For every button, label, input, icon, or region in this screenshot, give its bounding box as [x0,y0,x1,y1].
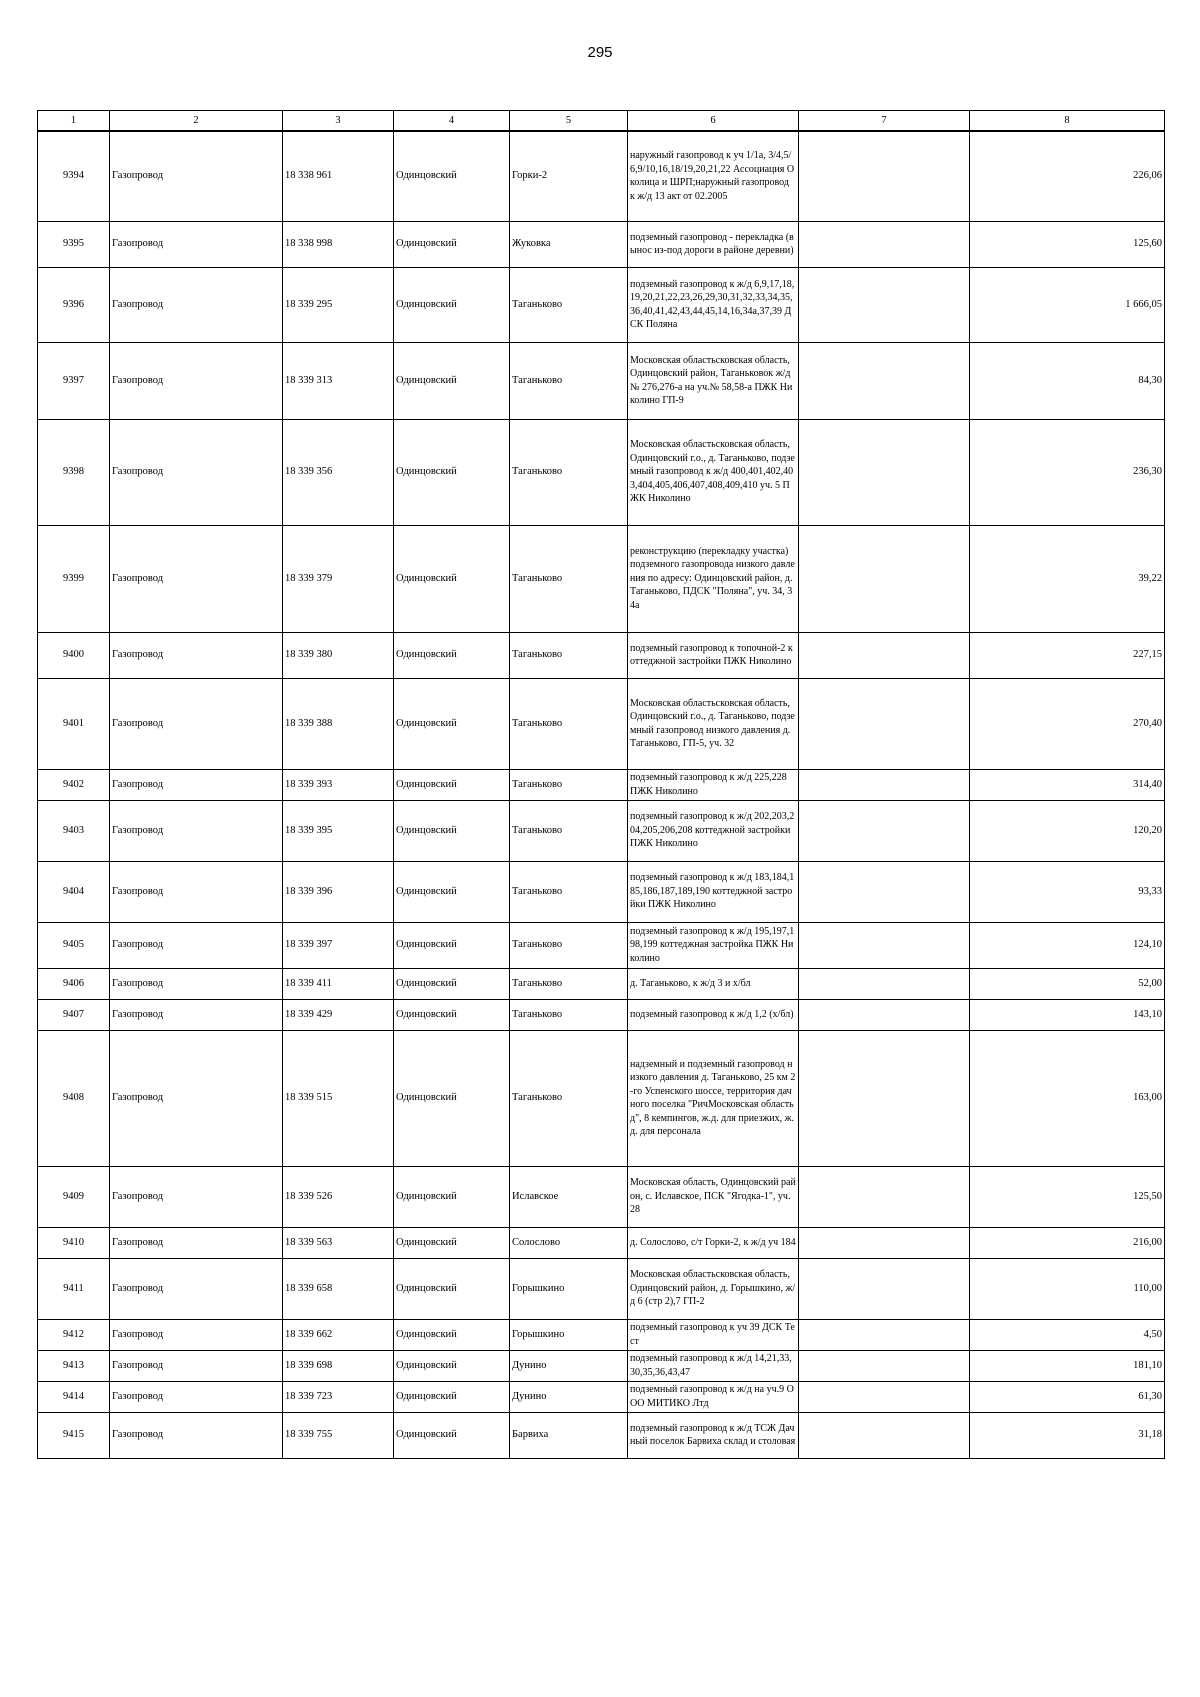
object-value: 39,22 [970,525,1165,632]
district-name: Одинцовский [394,769,510,800]
table-row [38,1258,1165,1319]
object-code: 18 339 526 [283,1166,394,1227]
object-description: подземный газопровод к ж/д 202,203,204,205,206,208 коттеджной застройки ПЖК Николино [628,800,799,861]
locality-name: Дунино [510,1381,628,1412]
table-row [38,922,1165,968]
locality-name: Таганьково [510,999,628,1030]
object-description: подземный газопровод к ж/д 183,184,185,186,187,189,190 коттеджной застройки ПЖК Николино [628,861,799,922]
locality-name: Таганьково [510,800,628,861]
object-type: Газопровод [110,1030,283,1166]
table-row [38,800,1165,861]
object-value: 61,30 [970,1381,1165,1412]
object-code: 18 339 295 [283,267,394,342]
row-number: 9396 [38,267,110,342]
district-name: Одинцовский [394,267,510,342]
district-name: Одинцовский [394,1350,510,1381]
object-type: Газопровод [110,861,283,922]
object-code: 18 339 563 [283,1227,394,1258]
district-name: Одинцовский [394,1227,510,1258]
object-code: 18 339 397 [283,922,394,968]
object-code: 18 339 662 [283,1319,394,1350]
row-number: 9412 [38,1319,110,1350]
row-number: 9414 [38,1381,110,1412]
table-row [38,1227,1165,1258]
object-code: 18 339 658 [283,1258,394,1319]
empty-cell [799,922,970,968]
district-name: Одинцовский [394,800,510,861]
locality-name: Иславское [510,1166,628,1227]
object-value: 143,10 [970,999,1165,1030]
row-number: 9411 [38,1258,110,1319]
object-description: Московская областьсковская область, Одинцовский район, Таганьковок ж/д № 276,276-а на уч.№ 58,58-а ПЖК Николино ГП-9 [628,342,799,419]
column-header: 7 [799,111,970,132]
object-type: Газопровод [110,922,283,968]
row-number: 9409 [38,1166,110,1227]
empty-cell [799,632,970,678]
row-number: 9410 [38,1227,110,1258]
object-description: подземный газопровод к ж/д 225,228 ПЖК Николино [628,769,799,800]
locality-name: Таганьково [510,419,628,525]
object-value: 1 666,05 [970,267,1165,342]
row-number: 9402 [38,769,110,800]
object-code: 18 339 698 [283,1350,394,1381]
object-description: Московская областьсковская область, Одинцовский г.о., д. Таганьково, подземный газопровод низкого давления д. Таганьково, ГП-5, уч. 32 [628,678,799,769]
object-type: Газопровод [110,525,283,632]
object-type: Газопровод [110,1258,283,1319]
object-type: Газопровод [110,800,283,861]
object-value: 110,00 [970,1258,1165,1319]
object-value: 216,00 [970,1227,1165,1258]
locality-name: Таганьково [510,861,628,922]
object-type: Газопровод [110,678,283,769]
row-number: 9398 [38,419,110,525]
object-code: 18 339 393 [283,769,394,800]
table-row [38,1412,1165,1458]
empty-cell [799,1319,970,1350]
empty-cell [799,131,970,221]
empty-cell [799,1258,970,1319]
column-header: 8 [970,111,1165,132]
object-description: д. Таганьково, к ж/д 3 и х/бл [628,968,799,999]
object-code: 18 339 396 [283,861,394,922]
column-header: 3 [283,111,394,132]
table-row [38,632,1165,678]
locality-name: Горышкино [510,1258,628,1319]
object-code: 18 339 380 [283,632,394,678]
object-value: 93,33 [970,861,1165,922]
table-row [38,131,1165,221]
object-type: Газопровод [110,267,283,342]
district-name: Одинцовский [394,922,510,968]
object-description: Московская областьсковская область, Одинцовский г.о., д. Таганьково, подземный газопровод к ж/д 400,401,402,403,404,405,406,407,408,409,410 уч. 5 ПЖК Николино [628,419,799,525]
object-value: 125,50 [970,1166,1165,1227]
empty-cell [799,1166,970,1227]
object-description: наружный газопровод к уч 1/1а, 3/4,5/6,9/10,16,18/19,20,21,22 Ассоциация Околица и ШРП;наружный газопровод к ж/д 13 акт от 02.2005 [628,131,799,221]
object-value: 163,00 [970,1030,1165,1166]
empty-cell [799,221,970,267]
column-header: 1 [38,111,110,132]
object-code: 18 339 379 [283,525,394,632]
object-description: подземный газопровод к ж/д 1,2 (х/бл) [628,999,799,1030]
empty-cell [799,999,970,1030]
table-row [38,221,1165,267]
object-description: подземный газопровод к ж/д 14,21,33,30,35,36,43,47 [628,1350,799,1381]
table-row [38,267,1165,342]
district-name: Одинцовский [394,678,510,769]
object-type: Газопровод [110,1381,283,1412]
empty-cell [799,267,970,342]
object-description: надземный и подземный газопровод низкого давления д. Таганьково, 25 км 2-го Успенского шоссе, территория дачного поселка "РичМосковская областьд", 8 кемпингов, ж.д. для приезжих, ж.д. для персонала [628,1030,799,1166]
empty-cell [799,342,970,419]
object-code: 18 339 429 [283,999,394,1030]
table-row [38,968,1165,999]
object-type: Газопровод [110,1166,283,1227]
district-name: Одинцовский [394,1381,510,1412]
row-number: 9400 [38,632,110,678]
object-description: подземный газопровод к ж/д ТСЖ Дачный поселок Барвиха склад и столовая [628,1412,799,1458]
column-header: 2 [110,111,283,132]
object-code: 18 339 411 [283,968,394,999]
object-description: реконструкцию (перекладку участка) подземного газопровода низкого давления по адресу: Одинцовский район, д. Таганьково, ПДСК "Поляна", уч. 34, 34а [628,525,799,632]
row-number: 9406 [38,968,110,999]
district-name: Одинцовский [394,632,510,678]
empty-cell [799,861,970,922]
object-value: 181,10 [970,1350,1165,1381]
empty-cell [799,1227,970,1258]
object-type: Газопровод [110,1412,283,1458]
district-name: Одинцовский [394,419,510,525]
object-type: Газопровод [110,968,283,999]
locality-name: Таганьково [510,1030,628,1166]
object-code: 18 339 515 [283,1030,394,1166]
table-row [38,1381,1165,1412]
locality-name: Таганьково [510,267,628,342]
object-description: Московская область, Одинцовский район, с. Иславское, ПСК "Ягодка-1", уч. 28 [628,1166,799,1227]
object-code: 18 339 723 [283,1381,394,1412]
page-number: 295 [587,44,613,61]
object-description: Московская областьсковская область, Одинцовский район, д. Горышкино, ж/д 6 (стр 2),7 ГП-2 [628,1258,799,1319]
table-row [38,861,1165,922]
district-name: Одинцовский [394,1258,510,1319]
object-value: 124,10 [970,922,1165,968]
district-name: Одинцовский [394,1319,510,1350]
column-header: 4 [394,111,510,132]
empty-cell [799,769,970,800]
object-value: 120,20 [970,800,1165,861]
object-description: д. Солослово, с/т Горки-2, к ж/д уч 184 [628,1227,799,1258]
locality-name: Горки-2 [510,131,628,221]
object-type: Газопровод [110,342,283,419]
object-code: 18 339 755 [283,1412,394,1458]
row-number: 9399 [38,525,110,632]
table-row [38,678,1165,769]
object-type: Газопровод [110,1319,283,1350]
object-code: 18 339 388 [283,678,394,769]
locality-name: Таганьково [510,769,628,800]
locality-name: Барвиха [510,1412,628,1458]
object-value: 226,06 [970,131,1165,221]
locality-name: Таганьково [510,632,628,678]
empty-cell [799,800,970,861]
object-value: 236,30 [970,419,1165,525]
table-body [38,131,1165,1458]
locality-name: Дунино [510,1350,628,1381]
object-value: 4,50 [970,1319,1165,1350]
row-number: 9415 [38,1412,110,1458]
district-name: Одинцовский [394,1030,510,1166]
object-value: 270,40 [970,678,1165,769]
locality-name: Горышкино [510,1319,628,1350]
row-number: 9413 [38,1350,110,1381]
object-description: подземный газопровод к ж/д 195,197,198,199 коттеджная застройка ПЖК Николино [628,922,799,968]
object-value: 84,30 [970,342,1165,419]
empty-cell [799,419,970,525]
table-row [38,342,1165,419]
object-type: Газопровод [110,419,283,525]
district-name: Одинцовский [394,131,510,221]
locality-name: Таганьково [510,968,628,999]
table-row [38,419,1165,525]
object-value: 125,60 [970,221,1165,267]
row-number: 9403 [38,800,110,861]
object-description: подземный газопровод к уч 39 ДСК Тест [628,1319,799,1350]
district-name: Одинцовский [394,342,510,419]
locality-name: Солослово [510,1227,628,1258]
district-name: Одинцовский [394,1412,510,1458]
object-type: Газопровод [110,131,283,221]
row-number: 9397 [38,342,110,419]
object-description: подземный газопровод - перекладка (вынос из-под дороги в районе деревни) [628,221,799,267]
column-header: 5 [510,111,628,132]
table-row [38,1319,1165,1350]
locality-name: Таганьково [510,525,628,632]
empty-cell [799,1412,970,1458]
object-code: 18 338 961 [283,131,394,221]
table-row [38,999,1165,1030]
object-type: Газопровод [110,1227,283,1258]
table-row [38,1166,1165,1227]
object-type: Газопровод [110,632,283,678]
district-name: Одинцовский [394,999,510,1030]
district-name: Одинцовский [394,1166,510,1227]
row-number: 9404 [38,861,110,922]
object-type: Газопровод [110,221,283,267]
table-row [38,525,1165,632]
object-description: подземный газопровод к топочной-2 коттеджной застройки ПЖК Николино [628,632,799,678]
object-type: Газопровод [110,999,283,1030]
header-row [38,111,1165,132]
object-value: 52,00 [970,968,1165,999]
district-name: Одинцовский [394,861,510,922]
empty-cell [799,1350,970,1381]
row-number: 9394 [38,131,110,221]
locality-name: Таганьково [510,342,628,419]
row-number: 9405 [38,922,110,968]
table-row [38,769,1165,800]
object-value: 227,15 [970,632,1165,678]
empty-cell [799,1030,970,1166]
registry-table [37,110,1165,1459]
locality-name: Таганьково [510,678,628,769]
table-row [38,1350,1165,1381]
row-number: 9407 [38,999,110,1030]
district-name: Одинцовский [394,221,510,267]
object-value: 31,18 [970,1412,1165,1458]
object-value: 314,40 [970,769,1165,800]
empty-cell [799,678,970,769]
locality-name: Таганьково [510,922,628,968]
district-name: Одинцовский [394,525,510,632]
object-type: Газопровод [110,769,283,800]
object-description: подземный газопровод к ж/д 6,9,17,18,19,20,21,22,23,26,29,30,31,32,33,34,35,36,40,41,42,43,44,45,14,16,34а,37,39 ДСК Поляна [628,267,799,342]
object-code: 18 339 356 [283,419,394,525]
row-number: 9395 [38,221,110,267]
object-code: 18 339 313 [283,342,394,419]
object-code: 18 339 395 [283,800,394,861]
empty-cell [799,525,970,632]
object-type: Газопровод [110,1350,283,1381]
column-header: 6 [628,111,799,132]
empty-cell [799,968,970,999]
empty-cell [799,1381,970,1412]
district-name: Одинцовский [394,968,510,999]
locality-name: Жуковка [510,221,628,267]
object-description: подземный газопровод к ж/д на уч.9 ООО МИТИКО Лтд [628,1381,799,1412]
table-row [38,1030,1165,1166]
row-number: 9408 [38,1030,110,1166]
row-number: 9401 [38,678,110,769]
object-code: 18 338 998 [283,221,394,267]
